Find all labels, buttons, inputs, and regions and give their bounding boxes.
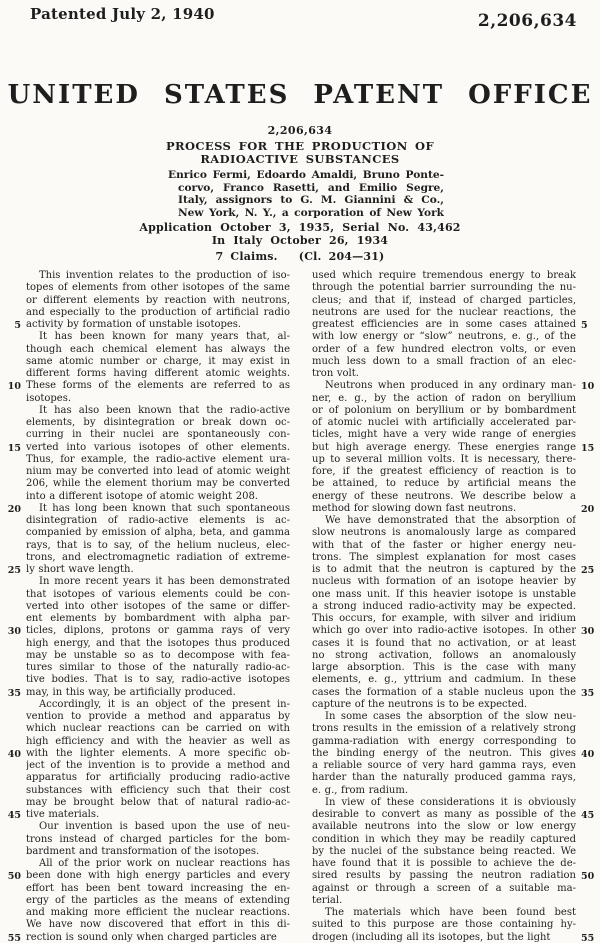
text-line: substances with efficiency such that their cost: [26, 784, 290, 796]
text-line: been done with high energy particles and every: [26, 870, 290, 882]
text-line: ent elements by bombardment with alpha par-: [26, 613, 290, 624]
text-line: with that of the faster or higher energy neu-: [312, 539, 576, 551]
line-number: 40: [581, 748, 595, 760]
line-number: 35: [581, 687, 595, 699]
text-line: though each chemical element has always the: [26, 343, 290, 355]
text-line: nium may be converted into lead of atomic weight: [26, 466, 290, 477]
text-line: vention to provide a method and apparatus by: [26, 711, 290, 722]
text-line: ject of the invention is to provide a method and: [26, 760, 290, 771]
text-line: tive bodies. That is to say, radio-active isotopes: [26, 674, 290, 686]
text-line: which nuclear reactions can be carried on with: [26, 723, 290, 735]
text-line: one mass unit. If this heavier isotope is unstable: [312, 588, 576, 600]
text-line: ticles, diplons, protons or gamma rays of very: [26, 625, 290, 637]
text-line: trons, and electromagnetic radiation of extreme-: [26, 551, 290, 563]
text-line: These forms of the elements are referred to as: [26, 380, 290, 392]
left-text-column: [26, 270, 290, 943]
text-line: and especially to the production of artificial radio: [26, 306, 290, 318]
inventors-line: corvo, Franco Rasetti, and Emilio Segre,: [178, 181, 444, 194]
text-line: tive materials.: [26, 809, 100, 820]
line-number: 30: [7, 626, 21, 638]
line-number: 10: [581, 381, 595, 393]
text-line: the binding energy of the neutron. This gives: [312, 747, 576, 759]
text-line: In some cases the absorption of the slow neu-: [325, 711, 576, 722]
right-text-column: [312, 270, 576, 943]
text-line: ly short wave length.: [26, 564, 134, 575]
application-line1: Application October 3, 1935, Serial No. 43,462: [139, 221, 461, 234]
text-line: disintegration of radio-active elements is ac-: [26, 515, 290, 526]
text-line: This occurs, for example, with silver and iridium: [312, 613, 576, 624]
patented-date: Patented July 2, 1940: [30, 5, 215, 23]
text-line: effort has been bent toward increasing the en-: [26, 882, 290, 894]
text-line: gamma-radiation with energy corresponding to: [312, 735, 576, 747]
claims-line: 7 Claims. (Cl. 204—31): [215, 250, 385, 263]
text-line: curring in their nuclei are spontaneously con-: [26, 429, 290, 441]
text-line: We have demonstrated that the absorption of: [325, 515, 576, 526]
text-line: a reliable source of very hard gamma rays, even: [312, 760, 576, 771]
invention-title-line1: PROCESS FOR THE PRODUCTION OF: [165, 139, 435, 153]
text-line: of atomic nuclei with artificially accelerated par-: [312, 417, 576, 428]
text-line: desirable to convert as many as possible of the: [312, 809, 576, 820]
text-line: verted into other isotopes of the same or differ-: [26, 600, 290, 612]
text-line: Thus, for example, the radio-active element ura-: [26, 453, 290, 465]
text-line: topes of elements from other isotopes of the same: [26, 282, 290, 294]
line-number: 10: [7, 381, 21, 393]
invention-title-line2: RADIOACTIVE SUBSTANCES: [200, 151, 400, 166]
text-line: elements, by disintegration or break down oc-: [26, 417, 290, 428]
text-line: condition in which they may be readily captured: [312, 833, 576, 845]
text-line: may be brought below that of natural radio-ac-: [26, 796, 290, 808]
text-line: cases it is found that no activation, or at least: [312, 637, 576, 649]
text-line: no strong activation, follows an anomalously: [312, 649, 576, 661]
text-line: This invention relates to the production of iso-: [39, 270, 290, 281]
text-line: nucleus with formation of an isotope heavier by: [312, 576, 576, 588]
text-line: rays, that is to say, of the helium nucleus, elec-: [26, 539, 290, 551]
application-block: [0, 222, 600, 247]
text-line: sired results by passing the neutron radiation: [312, 870, 576, 882]
text-line: ticles, might have a very wide range of energies: [312, 429, 576, 441]
text-line: In more recent years it has been demonstrated: [39, 576, 290, 588]
line-number: 5: [581, 320, 588, 331]
text-line: greatest efficiencies are in some cases attained: [312, 319, 576, 330]
text-line: up to several million volts. It is necessary, there-: [312, 453, 576, 465]
text-line: apparatus for artificially producing radio-active: [26, 772, 290, 784]
line-number: 55: [581, 932, 595, 943]
text-line: elements, e. g., yttrium and cadmium. In these: [312, 674, 576, 686]
text-line: be attained, to reduce by artificial means the: [312, 478, 576, 490]
line-number: 30: [581, 626, 595, 638]
line-number: 45: [581, 810, 595, 821]
text-line: The materials which have been found best: [325, 907, 576, 918]
text-line: high efficiency and with the heavier as well as: [26, 735, 290, 747]
text-line: against or through a screen of a suitable ma-: [312, 882, 576, 894]
text-line: ner, e. g., by the action of radon on beryllium: [312, 392, 576, 404]
text-line: isotopes.: [26, 392, 72, 404]
text-line: bardment and transformation of the isotopes.: [26, 845, 260, 857]
text-line: and making more efficient the nuclear reactions.: [26, 907, 290, 918]
text-line: It has long been known that such spontaneous: [39, 502, 290, 514]
left-line-number-gutter: [3, 270, 21, 943]
text-line: trons instead of charged particles for the bom-: [26, 833, 290, 845]
text-line: tures similar to those of the naturally radio-ac-: [26, 662, 290, 673]
inventors-line: Italy, assignors to G. M. Giannini & Co.,: [178, 194, 444, 207]
text-line: tron volt.: [312, 368, 359, 379]
invention-title: [0, 140, 600, 165]
text-line: is to admit that the neutron is captured by the: [312, 564, 576, 575]
text-line: harder than the naturally produced gamma rays,: [312, 772, 576, 784]
inventors-line: New York, N. Y., a corporation of New York: [178, 206, 444, 219]
text-line: Accordingly, it is an object of the present in-: [39, 698, 290, 710]
text-line: with the lighter elements. A more specific ob-: [26, 747, 290, 759]
text-line: may, in this way, be artificially produced.: [26, 686, 236, 698]
inventors-line: Enrico Fermi, Edoardo Amaldi, Bruno Ponte-: [168, 169, 444, 181]
text-line: activity by formation of unstable isotopes.: [26, 319, 242, 330]
line-number: 25: [581, 565, 595, 576]
text-line: drogen (including all its isotopes, but the light: [312, 931, 551, 943]
line-number: 20: [7, 503, 21, 515]
text-line: terial.: [312, 894, 343, 906]
line-number: 15: [581, 442, 595, 454]
text-line: e. g., from radium.: [312, 784, 409, 796]
text-line: may be unstable so as to decompose with fea-: [26, 649, 290, 661]
text-line: different forms having different atomic weights.: [26, 368, 290, 379]
text-line: trons results in the emission of a relatively strong: [312, 723, 576, 735]
text-line: but high average energy. These energies range: [312, 441, 576, 453]
text-line: by the nuclei of the substance being reacted. We: [312, 845, 576, 857]
line-number: 20: [581, 503, 595, 515]
text-line: trons. The simplest explanation for most cases: [312, 551, 576, 563]
text-line: high energy, and that the isotopes thus produced: [26, 637, 290, 649]
line-number: 40: [7, 748, 21, 760]
text-line: It has also been known that the radio-active: [39, 404, 290, 416]
text-line: 206, while the element thorium may be converted: [26, 478, 290, 490]
text-line: or of polonium on beryllium or by bombardment: [312, 404, 576, 416]
patent-number-top: 2,206,634: [477, 11, 577, 31]
text-line: used which require tremendous energy to break: [312, 270, 576, 281]
text-line: cases the formation of a stable nucleus upon the: [312, 686, 576, 698]
text-line: All of the prior work on nuclear reactions has: [39, 858, 290, 869]
text-line: suited to this purpose are those containing hy-: [312, 919, 576, 931]
text-line: much less down to a small fraction of an elec-: [312, 355, 576, 367]
text-line: same atomic number or charge, it may exist in: [26, 355, 290, 367]
text-line: that isotopes of various elements could be con-: [26, 588, 290, 600]
line-number: 35: [7, 687, 21, 699]
text-line: large absorption. This is the case with many: [312, 662, 576, 673]
text-line: with low energy or “slow” neutrons, e. g., of the: [312, 331, 576, 343]
line-number: 50: [581, 871, 595, 883]
text-line: method for slowing down fast neutrons.: [312, 502, 517, 514]
text-line: through the potential barrier surrounding the nu-: [312, 282, 576, 294]
right-line-number-gutter: [581, 270, 599, 943]
text-line: a strong induced radio-activity may be expected.: [312, 600, 576, 612]
text-line: neutrons are used for the nuclear reactions, the: [312, 306, 576, 318]
text-line: verted into various isotopes of other elements.: [26, 441, 290, 453]
text-line: into a different isotope of atomic weight 208.: [26, 490, 258, 502]
line-number: 50: [7, 871, 21, 883]
text-line: slow neutrons is anomalously large as compared: [312, 527, 576, 539]
text-line: fore, if the greatest efficiency of reaction is to: [312, 466, 576, 477]
application-line2: In Italy October 26, 1934: [211, 233, 389, 247]
text-line: available neutrons into the slow or low energy: [312, 821, 576, 833]
patent-office-title: UNITED STATES PATENT OFFICE: [7, 80, 593, 110]
text-line: have found that it is possible to achieve the de-: [312, 858, 576, 869]
text-line: capture of the neutrons is to be expected.: [312, 698, 528, 710]
text-line: or different elements by reaction with neutrons,: [26, 294, 290, 306]
text-line: which go over into radio-active isotopes. In other: [312, 625, 576, 637]
line-number: 25: [7, 565, 21, 576]
inventors-block: [168, 169, 444, 219]
text-line: In view of these considerations it is obviously: [325, 796, 576, 808]
text-line: cleus; and that if, instead of charged particles,: [312, 294, 576, 306]
line-number: 5: [14, 320, 21, 331]
text-line: rection is sound only when charged particles are: [26, 931, 277, 943]
text-line: companied by emission of alpha, beta, and gamma: [26, 527, 290, 539]
text-line: Our invention is based upon the use of neu-: [39, 821, 290, 833]
line-number: 15: [7, 442, 21, 454]
text-line: ergy of the particles as the means of extending: [26, 894, 290, 906]
text-line: energy of these neutrons. We describe below a: [312, 490, 576, 502]
line-number: 55: [7, 932, 21, 943]
text-line: It has been known for many years that, al-: [39, 331, 290, 343]
text-line: We have now discovered that effort in this di-: [26, 919, 290, 931]
text-line: Neutrons when produced in any ordinary man-: [325, 380, 576, 392]
patent-number-small: 2,206,634: [267, 124, 333, 137]
text-line: order of a few hundred electron volts, or even: [312, 343, 576, 355]
line-number: 45: [7, 810, 21, 821]
